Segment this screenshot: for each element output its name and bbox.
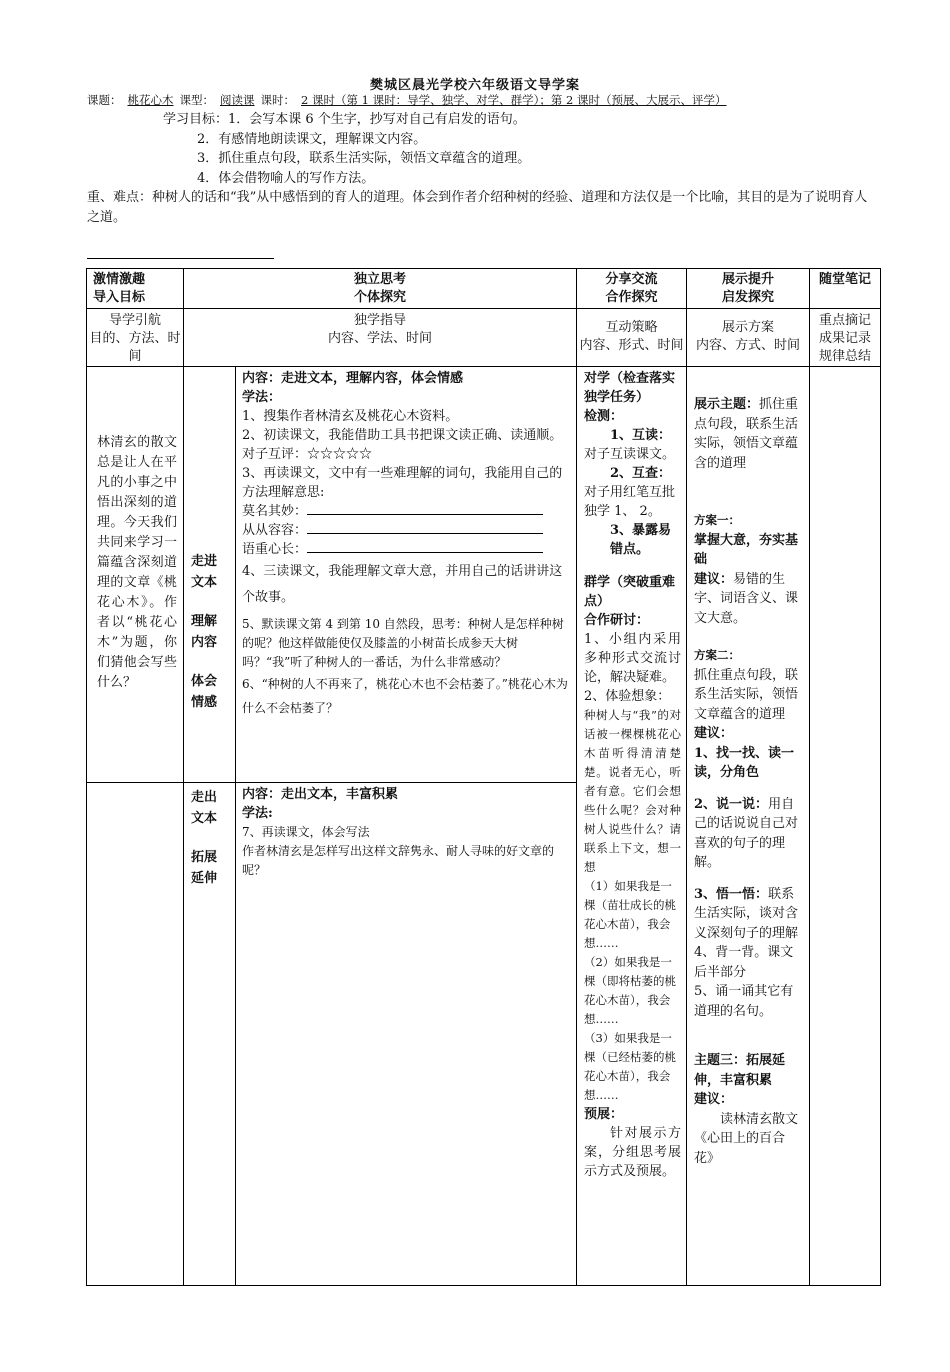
step-3: 3、再读课文，文中有一些难理解的词句，我能用自己的方法理解意思:	[242, 466, 563, 500]
part1-method: 学法：	[242, 390, 282, 405]
step-7: 7、再读课文，体会写法	[242, 825, 370, 839]
meta-label-topic: 课题：	[87, 93, 122, 107]
key-points: 重、难点：种树人的话和“我”从中感悟到的育人的道理。体会到作者介绍种树的经验、道理和方法仅是一个比喻，其目的是为了说明育人之道。	[87, 190, 868, 225]
fill-line-2[interactable]	[307, 521, 543, 534]
step-5: 5、默读课文第 4 到第 10 自然段，思考：种树人是怎样种树的呢？他这样做能使仅及膝盖的小树苗长成参天大树吗？“我”听了种树人的一番话，为什么非常感动？	[242, 617, 564, 669]
table-row-part1	[87, 367, 881, 783]
show-column: 展示主题：抓住重点句段，联系生活实际，领悟文章蕴含的道理 方案一： 掌握大意，夯实基础 建议：易错的生字、词语含义、课文大意。 方案二： 抓住重点句段，联系生活实际，领悟文章蕴含的道理 建议： 1、找一找、读一读，分角色 2、说一说：用自己的话说说自己对喜欢的句子的理解。 3、悟一悟：联系生活实际，谈对含义深刻句子的理解 4、背一背。课文后半部分 5、诵一诵其它有道理的名句。 主题三：拓展延伸，丰富积累 建议： 读林清玄散文《心田上的百合花》	[687, 367, 810, 1286]
part2-method: 学法:	[242, 806, 273, 821]
header-col-notes: 随堂笔记	[810, 269, 881, 309]
meta-type: 阅读课	[220, 93, 255, 107]
sub-col-intro: 导学引航 目的、方法、时 间	[87, 309, 184, 367]
empty-intro-cell	[87, 783, 184, 1286]
learning-goals	[87, 110, 877, 227]
step-4: 4、三读课文，我能理解文章大意，并用自己的话讲讲这个故事。	[242, 564, 563, 605]
step-7b: 作者林清玄是怎样写出这样文辞隽永、耐人寻味的好文章的呢？	[242, 844, 555, 877]
header-col-share: 分享交流 合作探究	[577, 269, 687, 309]
step-2: 2、初读课文，我能借助工具书把课文读正确、读通顺。	[242, 428, 563, 443]
meta-topic: 桃花心木	[127, 93, 174, 107]
lesson-meta	[87, 92, 746, 108]
part1-title: 内容：走进文本，理解内容，体会情感	[242, 371, 464, 386]
sub-col-share: 互动策略 内容、形式、时间	[577, 309, 687, 367]
sub-col-show: 展示方案 内容、方式、时间	[687, 309, 810, 367]
goal-4: 4．体会借物喻人的写作方法。	[197, 170, 375, 186]
goal-2: 2．有感情地朗读课文，理解课文内容。	[197, 131, 427, 147]
sub-col-notes: 重点摘记 成果记录 规律总结	[810, 309, 881, 367]
word-3: 语重心长：	[242, 540, 572, 559]
goal-1: 学习目标：1．会写本课 6 个生字，抄写对自己有启发的语句。	[163, 112, 526, 127]
header-col-independent: 独立思考 个体探究	[184, 269, 577, 309]
notes-column[interactable]	[810, 367, 881, 1286]
part2-title: 内容：走出文本，丰富积累	[242, 787, 399, 802]
step-1: 1、搜集作者林清玄及桃花心木资料。	[242, 409, 459, 424]
section-label-1: 走进 文本 理解 内容 体会 情感	[184, 367, 236, 783]
word-2: 从从容容：	[242, 521, 572, 540]
step-6: 6、“种树的人不再来了，桃花心木也不会枯萎了。”桃花心木为什么不会枯萎了？	[242, 677, 568, 715]
share-column: 对学（检查落实独学任务） 检测： 1、互读： 对子互读课文。 2、互查： 对子用红笔互批独学 1、 2。 3、暴露易错点。 群学（突破重难点） 合作研讨： 1、小组内采用多种形式交流讨论，解决疑难。 2、体验想象： 种树人与“我”的对话被一棵棵桃花心木苗听得清清楚楚。说者无心，听者有意。它们会想些什么呢？会对种树人说些什么？请联系上下文，想一想 （1）如果我是一棵（苗壮成长的桃花心木苗），我会想…… （2）如果我是一棵（即将枯萎的桃花心木苗），我会想…… （3）如果我是一棵（已经枯萎的桃花心木苗），我会想…… 预展： 针对展示方案，分组思考展示方式及预展。	[577, 367, 687, 1286]
meta-hours: 2 课时（第 1 课时：导学、独学、对学、群学）；第 2 课时（预展、大展示、评学）	[301, 93, 727, 107]
fill-line-1[interactable]	[307, 502, 543, 515]
meta-label-type: 课型：	[179, 93, 214, 107]
page-title: 樊城区晨光学校六年级语文导学案	[369, 78, 580, 93]
header-col-show: 展示提升 启发探究	[687, 269, 810, 309]
part1-content	[236, 367, 577, 783]
intro-text: 林清玄的散文总是让人在平凡的小事之中悟出深刻的道理。今天我们共同来学习一篇蕴含深刻道理的文章《桃花心木》。作者以“桃花心木”为题，你们猜他会写些什么？	[87, 367, 184, 783]
sub-col-independent: 独学指导 内容、学法、时间	[184, 309, 577, 367]
section-label-2: 走出 文本 拓展 延伸	[184, 783, 236, 1286]
header-col-intro: 激情激趣 导入目标	[87, 269, 184, 309]
goal-3: 3．抓住重点句段，联系生活实际，领悟文章蕴含的道理。	[197, 151, 531, 166]
lesson-table	[86, 268, 881, 1286]
step-2-peer: 对子互评：☆☆☆☆☆	[242, 447, 373, 462]
table-subheader-row	[87, 309, 881, 367]
word-1: 莫名其妙：	[242, 502, 572, 521]
fill-line-3[interactable]	[307, 540, 543, 553]
table-header-row	[87, 269, 881, 309]
meta-label-hours: 课时：	[260, 93, 295, 107]
divider-line	[87, 258, 274, 259]
part2-content	[236, 783, 577, 1286]
